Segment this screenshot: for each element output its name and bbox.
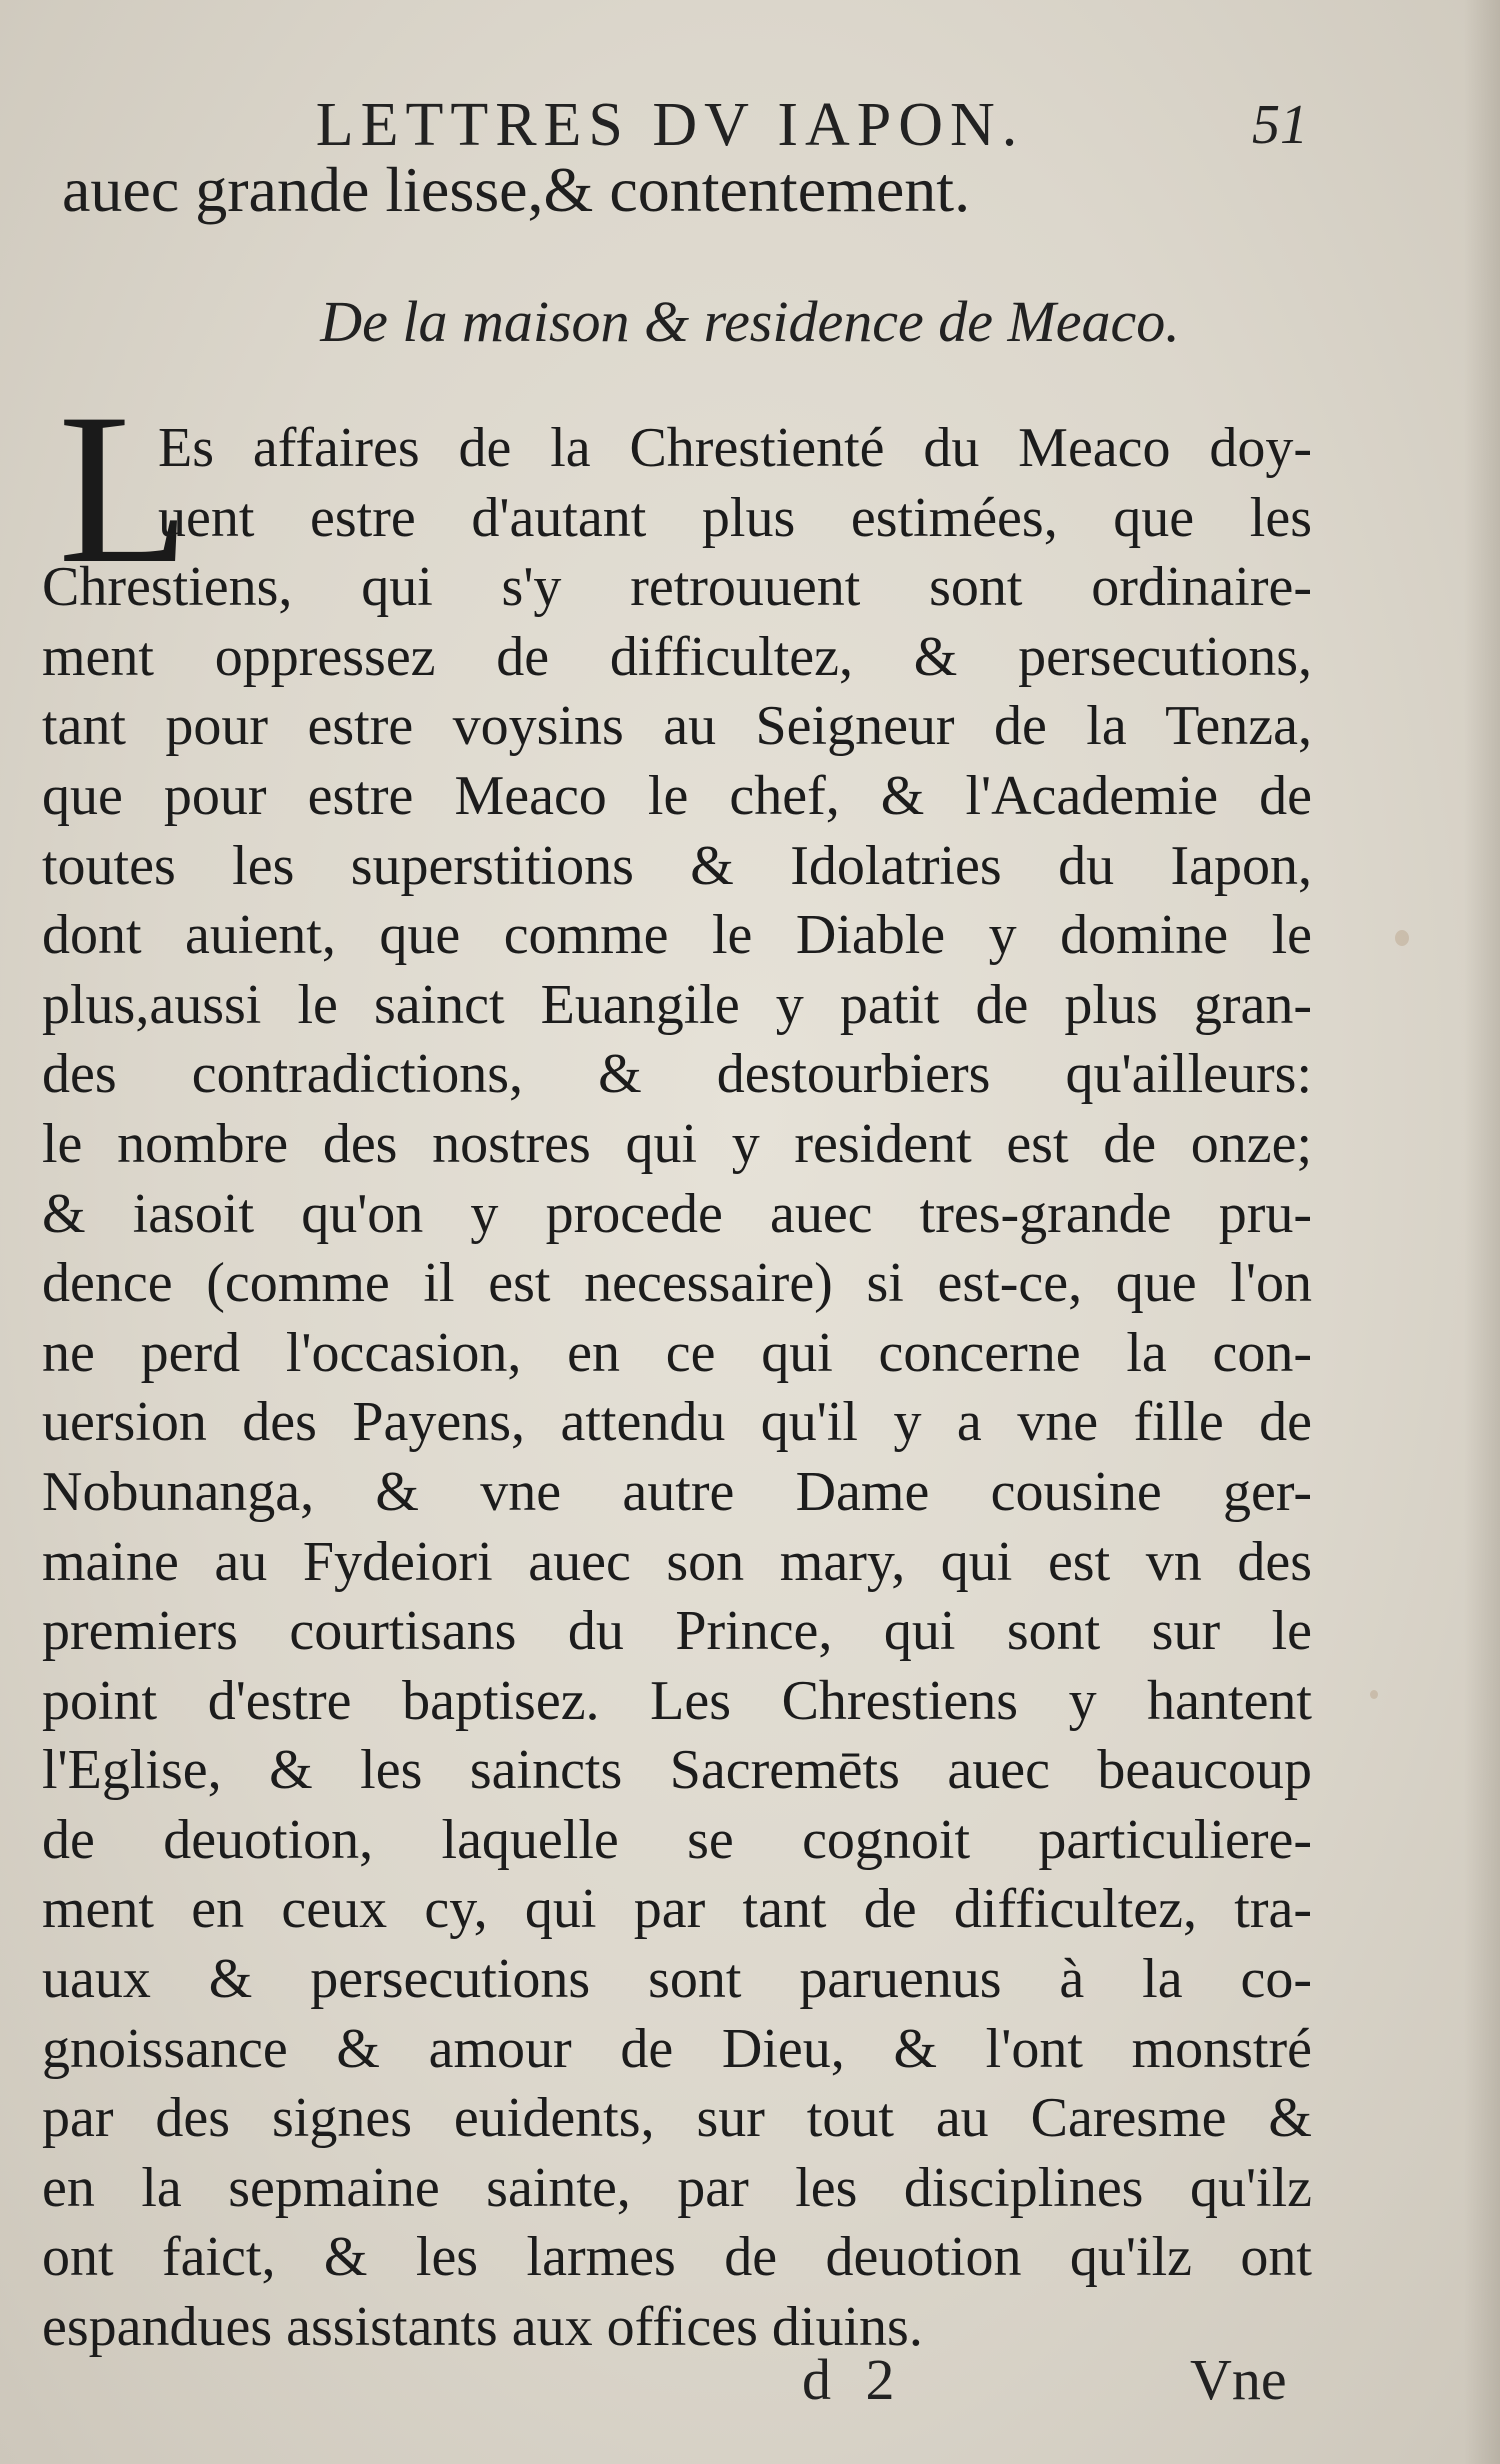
text-line: gnoissance & amour de Dieu, & l'ont monstré [42,2017,1312,2080]
text-line: espandues assistants aux offices diuins. [42,2296,923,2359]
text-line: le nombre des nostres qui y resident est de onze; [42,1112,1312,1175]
text-line: dont auient, que comme le Diable y domine le [42,904,1312,967]
text-line: des contradictions, & destourbiers qu'ailleurs: [42,1043,1312,1106]
continuation-line: auec grande liesse,& contentement. [62,154,971,225]
running-title: LETTRES DV IAPON. [315,91,1025,159]
text-line: Chrestiens, qui s'y retrouuent sont ordinaire- [42,556,1312,619]
text-line: ment oppressez de difficultez, & persecutions, [42,625,1312,688]
text-line: l'Eglise, & les saincts Sacremēts auec beaucoup [42,1739,1312,1802]
page-footer [0,2340,1500,2420]
drop-cap: L [58,369,190,608]
text-line: point d'estre baptisez. Les Chrestiens y hantent [42,1669,1312,1732]
signature-mark: d 2 [802,2347,905,2412]
foxing-spot [1395,930,1409,946]
text-line: uent estre d'autant plus estimées, que les [158,486,1312,549]
text-line: premiers courtisans du Prince, qui sont sur le [42,1600,1312,1663]
catchword: Vne [1190,2347,1287,2412]
text-line: maine au Fydeiori auec son mary, qui est vn des [42,1530,1312,1593]
text-line: ment en ceux cy, qui par tant de difficultez, tra- [42,1878,1312,1941]
text-line: Es affaires de la Chrestienté du Meaco doy- [158,417,1312,479]
text-line: en la sepmaine sainte, par les disciplines qu'ilz [42,2156,1312,2219]
text-line: ne perd l'occasion, en ce qui concerne la con- [42,1321,1312,1384]
body-paragraph [42,414,1312,2363]
text-line: toutes les superstitions & Idolatries du Iapon, [42,834,1312,897]
section-heading: De la maison & residence de Meaco. [320,289,1180,354]
text-line: uersion des Payens, attendu qu'il y a vne fille de [42,1391,1312,1454]
text-line: ont faict, & les larmes de deuotion qu'ilz ont [42,2226,1312,2289]
text-line: & iasoit qu'on y procede auec tres-grande pru- [42,1182,1312,1245]
text-line: Nobunanga, & vne autre Dame cousine ger- [42,1460,1312,1523]
page-number: 51 [1252,94,1308,156]
text-line: que pour estre Meaco le chef, & l'Academie de [42,764,1312,827]
text-line: plus,aussi le sainct Euangile y patit de plus gran- [42,973,1312,1036]
text-line: par des signes euidents, sur tout au Caresme & [42,2087,1312,2150]
text-line: dence (comme il est necessaire) si est-ce, que l'on [42,1252,1312,1315]
foxing-spot [1370,1690,1378,1699]
text-line: uaux & persecutions sont paruenus à la co- [42,1948,1312,2011]
page-edge-shadow [1464,0,1500,2464]
text-line: de deuotion, laquelle se cognoit particuliere- [42,1808,1312,1871]
text-line: tant pour estre voysins au Seigneur de la Tenza, [42,695,1312,758]
